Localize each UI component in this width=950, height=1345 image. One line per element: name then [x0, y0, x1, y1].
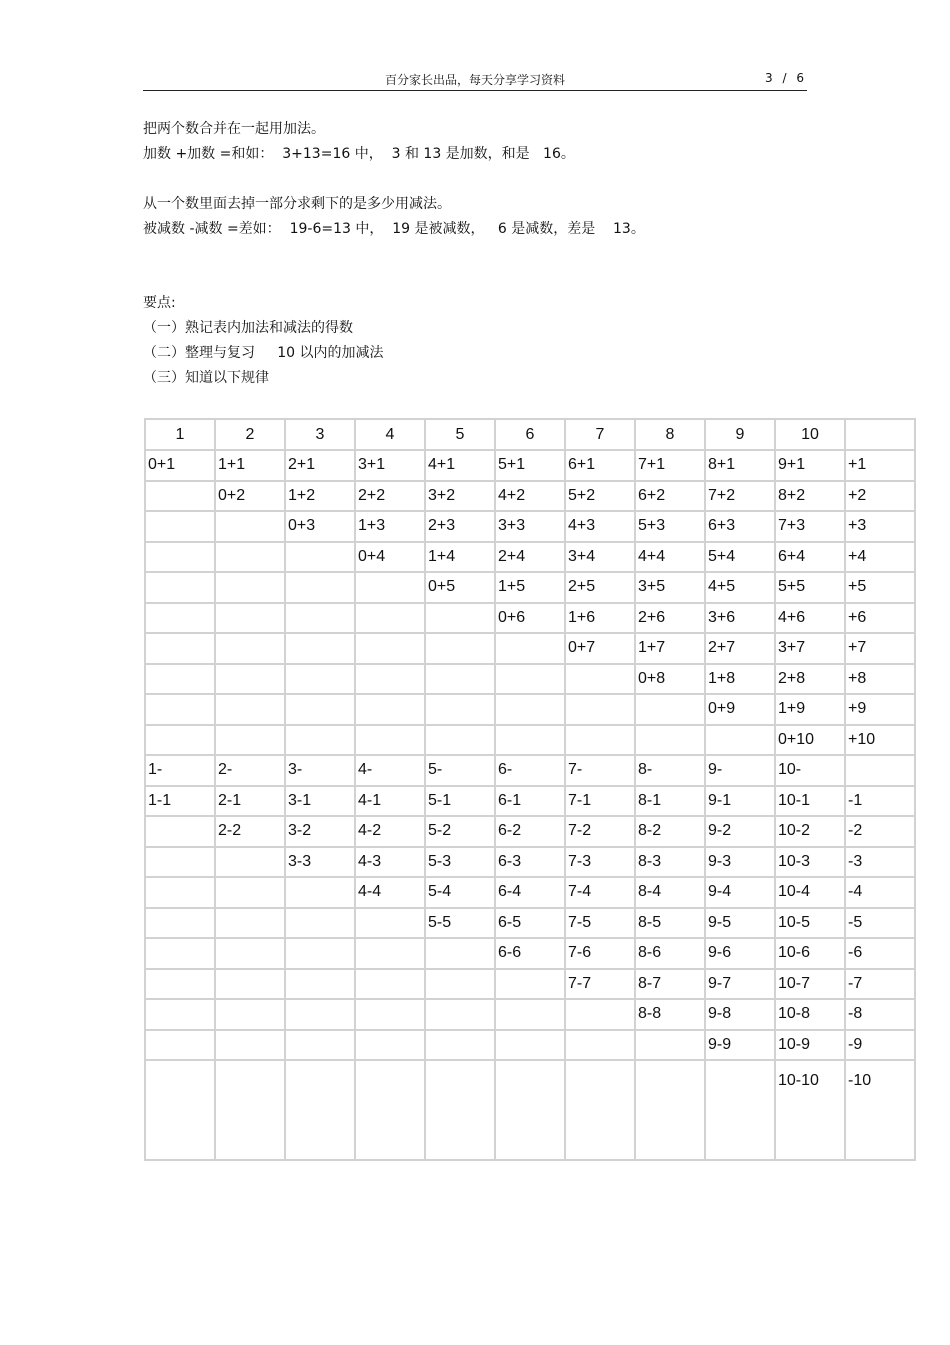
table-cell: 6-: [495, 755, 565, 786]
table-cell: [425, 938, 495, 969]
table-row: [145, 664, 915, 695]
table-row: [145, 755, 915, 786]
column-header: 5: [425, 419, 495, 450]
table-cell: 10-5: [775, 908, 845, 939]
table-cell: 5+4: [705, 542, 775, 573]
table-cell: 0+9: [705, 694, 775, 725]
table-cell: 3+6: [705, 603, 775, 634]
table-cell: [495, 1030, 565, 1061]
table-cell: 7-7: [565, 969, 635, 1000]
table-cell: [495, 725, 565, 756]
subtraction-line-1: 从一个数里面去掉一部分求剩下的是多少用减法。: [143, 196, 451, 212]
table-cell: -10: [845, 1060, 915, 1160]
table-cell: -3: [845, 847, 915, 878]
table-cell: 6-2: [495, 816, 565, 847]
column-header: 1: [145, 419, 215, 450]
table-cell: +3: [845, 511, 915, 542]
column-header: [845, 419, 915, 450]
table-cell: 3+2: [425, 481, 495, 512]
table-cell: 9-8: [705, 999, 775, 1030]
table-cell: [355, 1030, 425, 1061]
table-cell: [215, 603, 285, 634]
table-cell: 9-5: [705, 908, 775, 939]
table-cell: 2+7: [705, 633, 775, 664]
table-cell: [495, 1060, 565, 1160]
table-cell: [215, 938, 285, 969]
table-row: [145, 877, 915, 908]
table-cell: 5-2: [425, 816, 495, 847]
table-cell: 0+4: [355, 542, 425, 573]
key-points: [143, 291, 384, 391]
table-cell: 5+5: [775, 572, 845, 603]
table-cell: +1: [845, 450, 915, 481]
table-cell: [285, 908, 355, 939]
table-cell: 3-2: [285, 816, 355, 847]
table-cell: 2+6: [635, 603, 705, 634]
table-cell: -9: [845, 1030, 915, 1061]
table-cell: 6-6: [495, 938, 565, 969]
table-cell: [145, 481, 215, 512]
table-row: [145, 572, 915, 603]
table-cell: 10-4: [775, 877, 845, 908]
table-cell: 9-3: [705, 847, 775, 878]
table-cell: 1+8: [705, 664, 775, 695]
table-cell: -5: [845, 908, 915, 939]
table-cell: [635, 1060, 705, 1160]
table-cell: [215, 694, 285, 725]
table-cell: 0+2: [215, 481, 285, 512]
table-row: [145, 511, 915, 542]
table-cell: 10-10: [775, 1060, 845, 1160]
table-cell: 9-1: [705, 786, 775, 817]
table-cell: 10-: [775, 755, 845, 786]
table-cell: -7: [845, 969, 915, 1000]
table-cell: 3-3: [285, 847, 355, 878]
table-cell: -6: [845, 938, 915, 969]
table-cell: [425, 633, 495, 664]
table-cell: [215, 1030, 285, 1061]
table-cell: 7-1: [565, 786, 635, 817]
table-cell: -8: [845, 999, 915, 1030]
table-cell: 4-2: [355, 816, 425, 847]
table-cell: [145, 542, 215, 573]
table-cell: 6+3: [705, 511, 775, 542]
table-cell: 2-2: [215, 816, 285, 847]
table-cell: [635, 694, 705, 725]
table-row: [145, 1030, 915, 1061]
table-cell: [145, 1060, 215, 1160]
table-cell: 1-1: [145, 786, 215, 817]
table-cell: [355, 572, 425, 603]
header-title: 百分家长出品，每天分享学习资料: [384, 73, 565, 87]
key-point-item: （三）知道以下规律: [143, 370, 269, 386]
table-cell: [145, 969, 215, 1000]
table-cell: 2+8: [775, 664, 845, 695]
table-cell: [285, 664, 355, 695]
table-cell: [145, 877, 215, 908]
table-cell: +8: [845, 664, 915, 695]
table-cell: 8+1: [705, 450, 775, 481]
table-cell: [215, 877, 285, 908]
page-header: [143, 68, 807, 91]
table-cell: 8-1: [635, 786, 705, 817]
table-cell: 6-4: [495, 877, 565, 908]
table-cell: 1+9: [775, 694, 845, 725]
table-cell: [145, 633, 215, 664]
table-row: [145, 1060, 915, 1160]
table-cell: [145, 1030, 215, 1061]
table-cell: 5+2: [565, 481, 635, 512]
table-cell: 1-: [145, 755, 215, 786]
table-cell: [495, 694, 565, 725]
column-header: 8: [635, 419, 705, 450]
table-cell: 4+4: [635, 542, 705, 573]
table-cell: [355, 969, 425, 1000]
table-cell: [215, 969, 285, 1000]
table-cell: 8-4: [635, 877, 705, 908]
table-cell: +9: [845, 694, 915, 725]
column-header: 2: [215, 419, 285, 450]
table-cell: 4+3: [565, 511, 635, 542]
table-cell: 10-2: [775, 816, 845, 847]
table-cell: -2: [845, 816, 915, 847]
table-cell: [215, 725, 285, 756]
table-cell: 8-: [635, 755, 705, 786]
table-cell: 10-9: [775, 1030, 845, 1061]
column-header: 6: [495, 419, 565, 450]
table-cell: 1+6: [565, 603, 635, 634]
table-cell: [565, 694, 635, 725]
column-header: 4: [355, 419, 425, 450]
addition-subtraction-table: [144, 418, 916, 1161]
table-cell: 1+1: [215, 450, 285, 481]
table-cell: 6-3: [495, 847, 565, 878]
table-cell: [425, 999, 495, 1030]
table-cell: [355, 1060, 425, 1160]
table-row: [145, 481, 915, 512]
table-cell: 2-1: [215, 786, 285, 817]
table-cell: 6+1: [565, 450, 635, 481]
table-cell: [145, 999, 215, 1030]
table-cell: [565, 725, 635, 756]
table-cell: 2+4: [495, 542, 565, 573]
table-cell: [145, 847, 215, 878]
table-cell: [285, 572, 355, 603]
table-cell: 7-: [565, 755, 635, 786]
table-cell: 5+1: [495, 450, 565, 481]
table-cell: [285, 969, 355, 1000]
table-cell: [635, 1030, 705, 1061]
table-cell: 7-2: [565, 816, 635, 847]
table-cell: 8-2: [635, 816, 705, 847]
table-cell: 8-3: [635, 847, 705, 878]
table-cell: [215, 908, 285, 939]
table-cell: 3-: [285, 755, 355, 786]
table-cell: [215, 847, 285, 878]
table-cell: [425, 603, 495, 634]
table-cell: 6-5: [495, 908, 565, 939]
table-cell: 10-7: [775, 969, 845, 1000]
table-cell: 7+1: [635, 450, 705, 481]
addition-line-2: 加数 +加数 =和如： 3+13=16 中， 3 和 13 是加数，和是 16。: [143, 146, 575, 162]
table-cell: 2+5: [565, 572, 635, 603]
addition-definition: [143, 117, 575, 167]
table-cell: 0+7: [565, 633, 635, 664]
table-cell: [565, 1060, 635, 1160]
addition-line-1: 把两个数合并在一起用加法。: [143, 121, 325, 137]
table-row: [145, 542, 915, 573]
table-cell: 3+3: [495, 511, 565, 542]
table-cell: 4+5: [705, 572, 775, 603]
table-row: [145, 694, 915, 725]
table-cell: [565, 1030, 635, 1061]
table-cell: [355, 725, 425, 756]
table-cell: [145, 816, 215, 847]
table-cell: [565, 664, 635, 695]
table-cell: +5: [845, 572, 915, 603]
table-cell: 9-4: [705, 877, 775, 908]
column-header: 7: [565, 419, 635, 450]
table-cell: 7+2: [705, 481, 775, 512]
table-cell: [285, 694, 355, 725]
table-cell: 7-5: [565, 908, 635, 939]
table-cell: +4: [845, 542, 915, 573]
table-cell: [355, 908, 425, 939]
table-cell: 3+1: [355, 450, 425, 481]
table-row: [145, 847, 915, 878]
table-cell: 4+2: [495, 481, 565, 512]
table-row: [145, 725, 915, 756]
table-cell: 8-6: [635, 938, 705, 969]
table-cell: [355, 603, 425, 634]
table-cell: 1+3: [355, 511, 425, 542]
table-cell: [215, 664, 285, 695]
table-row: [145, 633, 915, 664]
table-cell: [425, 1060, 495, 1160]
table-cell: 0+8: [635, 664, 705, 695]
table-cell: 7-3: [565, 847, 635, 878]
table-cell: [215, 999, 285, 1030]
table-cell: [355, 664, 425, 695]
table-cell: 4+1: [425, 450, 495, 481]
table-row: [145, 969, 915, 1000]
table-cell: 3-1: [285, 786, 355, 817]
table-cell: [285, 938, 355, 969]
table-row: [145, 450, 915, 481]
table-cell: [285, 1030, 355, 1061]
table-cell: [145, 725, 215, 756]
table-cell: [215, 1060, 285, 1160]
table-cell: +10: [845, 725, 915, 756]
table-cell: [145, 908, 215, 939]
table-cell: [635, 725, 705, 756]
table-cell: +7: [845, 633, 915, 664]
table-cell: [845, 755, 915, 786]
table-cell: 8-8: [635, 999, 705, 1030]
table-cell: 1+5: [495, 572, 565, 603]
subtraction-line-2: 被减数 -减数 =差如： 19-6=13 中， 19 是被减数， 6 是减数，差是 13。: [143, 221, 645, 237]
table-cell: 8-5: [635, 908, 705, 939]
table-cell: [495, 633, 565, 664]
table-cell: [215, 633, 285, 664]
table-cell: 7-4: [565, 877, 635, 908]
table-cell: 5-: [425, 755, 495, 786]
column-header: 9: [705, 419, 775, 450]
table-cell: [495, 969, 565, 1000]
table-cell: [145, 603, 215, 634]
table-cell: [145, 664, 215, 695]
column-header: 3: [285, 419, 355, 450]
table-cell: 9-: [705, 755, 775, 786]
table-cell: 5+3: [635, 511, 705, 542]
table-cell: 4-4: [355, 877, 425, 908]
table-cell: 1+4: [425, 542, 495, 573]
table-cell: 9-9: [705, 1030, 775, 1061]
table-cell: [285, 725, 355, 756]
table-header-row: [145, 419, 915, 450]
table-cell: 5-5: [425, 908, 495, 939]
table-cell: 2+3: [425, 511, 495, 542]
table-row: [145, 786, 915, 817]
table-cell: 7+3: [775, 511, 845, 542]
table-cell: [355, 633, 425, 664]
key-point-item: （二）整理与复习 10 以内的加减法: [143, 345, 384, 361]
table-cell: +2: [845, 481, 915, 512]
table-cell: 2-: [215, 755, 285, 786]
table-cell: [425, 1030, 495, 1061]
table-cell: 0+10: [775, 725, 845, 756]
table-cell: 9-2: [705, 816, 775, 847]
table-cell: 0+3: [285, 511, 355, 542]
table-cell: 8+2: [775, 481, 845, 512]
table-cell: [285, 542, 355, 573]
table-row: [145, 603, 915, 634]
key-points-heading: 要点:: [143, 295, 176, 311]
table-cell: 6+4: [775, 542, 845, 573]
table-cell: -1: [845, 786, 915, 817]
table-cell: [425, 969, 495, 1000]
table-cell: -4: [845, 877, 915, 908]
table-cell: 0+5: [425, 572, 495, 603]
table-cell: 2+2: [355, 481, 425, 512]
table-cell: 3+4: [565, 542, 635, 573]
table-cell: [285, 1060, 355, 1160]
table-cell: [495, 664, 565, 695]
table-row: [145, 999, 915, 1030]
key-point-item: （一）熟记表内加法和减法的得数: [143, 320, 353, 336]
table-cell: [355, 938, 425, 969]
table-cell: 8-7: [635, 969, 705, 1000]
table-cell: 1+2: [285, 481, 355, 512]
table-cell: 4+6: [775, 603, 845, 634]
table-cell: [425, 694, 495, 725]
table-cell: 9-7: [705, 969, 775, 1000]
table-cell: [215, 511, 285, 542]
table-cell: 6-1: [495, 786, 565, 817]
page-number: 3 / 6: [765, 71, 807, 85]
table-row: [145, 816, 915, 847]
table-cell: [705, 725, 775, 756]
table-cell: 4-1: [355, 786, 425, 817]
table-cell: [705, 1060, 775, 1160]
table-cell: [495, 999, 565, 1030]
subtraction-definition: [143, 192, 645, 242]
table-cell: 5-1: [425, 786, 495, 817]
table-cell: 10-6: [775, 938, 845, 969]
table-cell: [355, 999, 425, 1030]
table-cell: [285, 633, 355, 664]
table-cell: [425, 664, 495, 695]
table-cell: 2+1: [285, 450, 355, 481]
table-cell: [285, 603, 355, 634]
table-row: [145, 938, 915, 969]
table-cell: 1+7: [635, 633, 705, 664]
table-cell: 10-3: [775, 847, 845, 878]
table-cell: 4-3: [355, 847, 425, 878]
table-cell: [145, 511, 215, 542]
table-cell: [425, 725, 495, 756]
table-cell: [215, 542, 285, 573]
table-row: [145, 908, 915, 939]
table-cell: [285, 999, 355, 1030]
table-cell: 0+6: [495, 603, 565, 634]
table-cell: [145, 938, 215, 969]
table-cell: [215, 572, 285, 603]
table-cell: [355, 694, 425, 725]
table-cell: 3+5: [635, 572, 705, 603]
table-cell: [145, 572, 215, 603]
table-cell: 10-8: [775, 999, 845, 1030]
column-header: 10: [775, 419, 845, 450]
table-cell: 5-3: [425, 847, 495, 878]
table-cell: 4-: [355, 755, 425, 786]
table-body: [145, 419, 915, 1160]
table-cell: 0+1: [145, 450, 215, 481]
table-cell: [565, 999, 635, 1030]
table-cell: 5-4: [425, 877, 495, 908]
table-cell: 3+7: [775, 633, 845, 664]
table-cell: 9-6: [705, 938, 775, 969]
table-cell: 7-6: [565, 938, 635, 969]
table-cell: 6+2: [635, 481, 705, 512]
table-cell: [145, 694, 215, 725]
table-cell: 10-1: [775, 786, 845, 817]
table-cell: [285, 877, 355, 908]
table-cell: +6: [845, 603, 915, 634]
table-cell: 9+1: [775, 450, 845, 481]
